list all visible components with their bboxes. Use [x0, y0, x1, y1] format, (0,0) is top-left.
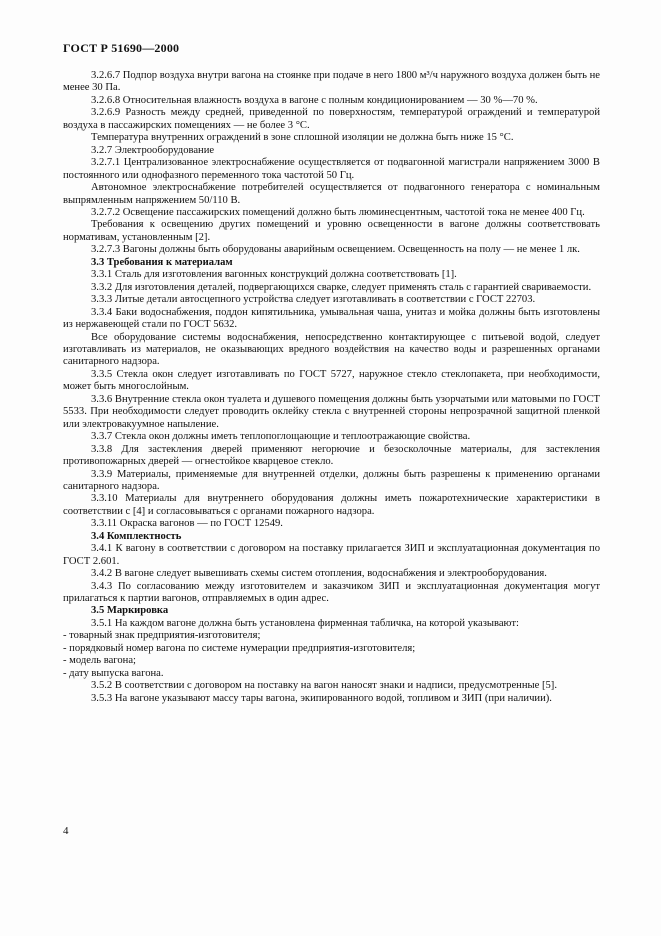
para-3-2-7-1: 3.2.7.1 Централизованное электроснабжение осуществляется от подвагонной магистрали напряжением 3000 В постоянного или однофазного переменного тока частотой 50 Гц. [63, 157, 600, 181]
para-3-3-8: 3.3.8 Для застекления дверей применяют негорючие и безосколочные материалы, для застекления противопожарных дверей — огнестойкое кварцевое стекло. [63, 443, 600, 468]
list-item-serial-number: - порядковый номер вагона по системе нумерации предприятия-изготовителя; [63, 642, 416, 654]
para-3-3-3: 3.3.3 Литые детали автосцепного устройства следует изготавливать в соответствии с ГОСТ 22703. [91, 294, 536, 306]
heading-3-5: 3.5 Маркировка [91, 605, 169, 617]
para-water-supply-equipment: Все оборудование системы водоснабжения, непосредственно контактирующее с питьевой водой, следует изготавливать из материалов, не оказывающих вредного воздействия на качество воды и разрешенных органами санитарного надзора. [63, 331, 600, 368]
para-3-2-6-9: 3.2.6.9 Разность между средней, приведенной по поверхностям, температурой ограждений и температурой воздуха в пассажирских помещениях — не более 3 °С. [63, 107, 600, 131]
para-3-2-7-2: 3.2.7.2 Освещение пассажирских помещений должно быть люминесцентным, частотой тока не менее 400 Гц. [91, 206, 585, 218]
page-number: 4 [63, 825, 69, 837]
para-3-3-5: 3.3.5 Стекла окон следует изготавливать по ГОСТ 5727, наружное стекло стеклопакета, при необходимости, может быть многослойным. [63, 368, 600, 393]
para-3-2-7: 3.2.7 Электрооборудование [91, 144, 215, 156]
list-item-trademark: - товарный знак предприятия-изготовителя; [63, 630, 261, 642]
para-3-2-6-7: 3.2.6.7 Подпор воздуха внутри вагона на стоянке при подаче в него 1800 м³/ч наружного воздуха должен быть не менее 30 Па. [63, 70, 600, 94]
para-3-5-2: 3.5.2 В соответствии с договором на поставку на вагон наносят знаки и надписи, предусмотренные [5]. [91, 680, 557, 692]
para-3-4-3: 3.4.3 По согласованию между изготовителем и заказчиком ЗИП и эксплуатационная документация могут прилагаться к партии вагонов, отправляемых в один адрес. [63, 580, 600, 605]
para-3-5-1: 3.5.1 На каждом вагоне должна быть установлена фирменная табличка, на которой указывают: [91, 617, 519, 629]
para-3-3-10: 3.3.10 Материалы для внутреннего оборудования должны иметь пожаротехнические характеристики в соответствии с [4] и согласовываться с органами пожарного надзора. [63, 493, 600, 517]
para-3-4-2: 3.4.2 В вагоне следует вывешивать схемы систем отопления, водоснабжения и электрооборудования. [91, 568, 547, 580]
heading-3-4: 3.4 Комплектность [91, 530, 182, 542]
para-3-3-6: 3.3.6 Внутренние стекла окон туалета и душевого помещения должны быть узорчатыми или матовыми по ГОСТ 5533. При необходимости следует проводить оклейку стекла с внутренней стороны непрозрачной защитной пленкой или электровакуумное напыление. [63, 393, 600, 430]
para-3-3-7: 3.3.7 Стекла окон должны иметь теплопоглощающие и теплоотражающие свойства. [91, 431, 471, 443]
para-3-5-3: 3.5.3 На вагоне указывают массу тары вагона, экипированного водой, топливом и ЗИП (при наличии). [91, 692, 552, 704]
para-lighting-requirements: Требования к освещению других помещений и уровню освещенности в вагоне должны соответствовать нормативам, установленным [2]. [63, 219, 600, 243]
list-item-model: - модель вагона; [63, 655, 136, 667]
para-3-2-7-3: 3.2.7.3 Вагоны должны быть оборудованы аварийным освещением. Освещенность на полу — не менее 1 лк. [91, 244, 580, 256]
para-3-2-6-8: 3.2.6.8 Относительная влажность воздуха в вагоне с полным кондиционированием — 30 %—70 %. [91, 94, 538, 106]
para-3-3-9: 3.3.9 Материалы, применяемые для внутренней отделки, должны быть разрешены к применению органами санитарного надзора. [63, 468, 600, 492]
list-item-release-date: - дату выпуска вагона. [63, 667, 164, 679]
para-3-4-1: 3.4.1 К вагону в соответствии с договором на поставку прилагается ЗИП и эксплуатационная документация по ГОСТ 2.601. [63, 543, 600, 567]
para-temperature: Температура внутренних ограждений в зоне сплошной изоляции не должна быть ниже 15 °С. [91, 132, 514, 144]
para-3-3-11: 3.3.11 Окраска вагонов — по ГОСТ 12549. [91, 518, 283, 530]
document-header: ГОСТ Р 51690—2000 [63, 41, 180, 55]
para-3-3-1: 3.3.1 Сталь для изготовления вагонных конструкций должна соответствовать [1]. [91, 269, 457, 281]
para-3-3-4: 3.3.4 Баки водоснабжения, поддон кипятильника, умывальная чаша, унитаз и мойка должны быть изготовлены из нержавеющей стали по ГОСТ 5632. [63, 306, 600, 331]
para-3-3-2: 3.3.2 Для изготовления деталей, подвергающихся сварке, следует применять сталь с гарантией свариваемости. [91, 281, 592, 293]
para-autonomous-supply: Автономное электроснабжение потребителей осуществляется от подвагонного генератора с номинальным выпрямленным напряжением 50/110 В. [63, 182, 600, 206]
heading-3-3: 3.3 Требования к материалам [91, 256, 233, 268]
document-body [63, 70, 600, 705]
